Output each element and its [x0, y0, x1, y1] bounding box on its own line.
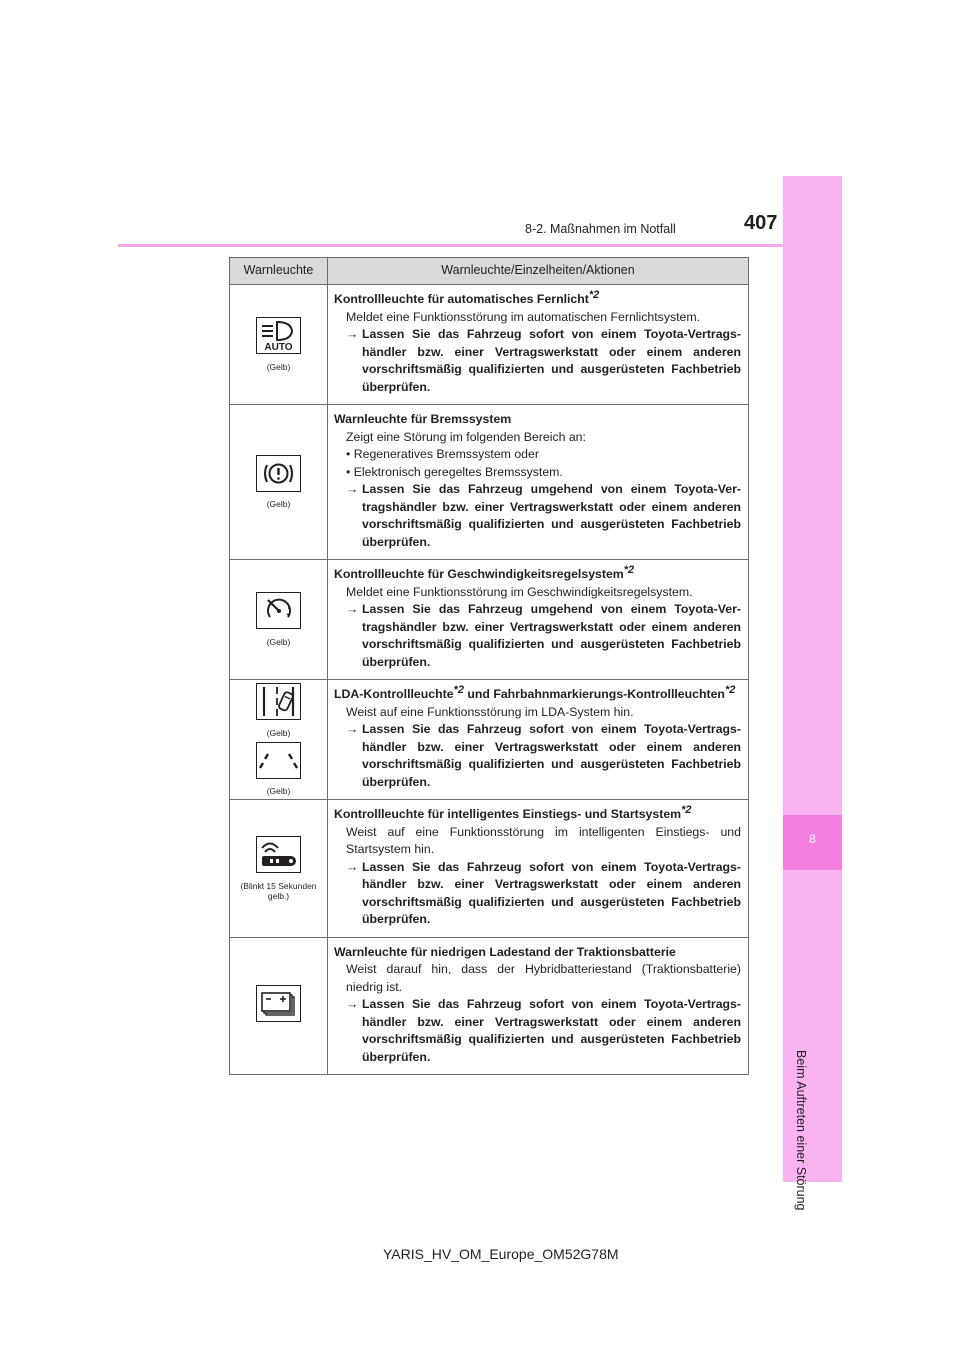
header-rule: [118, 244, 784, 247]
icon-color-label: (Blinkt 15 Sekunden gelb.): [240, 880, 317, 901]
details-cell: [328, 680, 749, 800]
icon-cell: [230, 680, 328, 800]
details-cell: [328, 560, 749, 680]
auto-high-beam-icon: [256, 317, 301, 354]
table-row: [230, 285, 749, 405]
icon-color-label: (Gelb): [266, 361, 291, 372]
table-row: [230, 800, 749, 938]
icon-cell: [230, 285, 328, 405]
lane-marking-icon: [256, 742, 301, 779]
chapter-number: 8: [809, 832, 816, 846]
icon-cell: [230, 800, 328, 938]
icon-color-label: (Gelb): [266, 727, 291, 738]
column-header-warnleuchte: Warnleuchte: [230, 258, 328, 285]
page-number: 407: [744, 212, 778, 234]
icon-cell: [230, 405, 328, 560]
arrow-icon: →: [346, 602, 359, 616]
table-row: [230, 937, 749, 1075]
row-description: Meldet eine Funktionsstörung im Geschwindigkeitsregelsystem.: [346, 584, 693, 599]
row-description: Weist darauf hin, dass der Hybridbatteriestand (Traktionsbatterie) niedrig ist.: [346, 962, 741, 994]
row-title: Kontrollleuchte für intelligentes Einstiegs- und Startsystem$^{*2}$: [334, 803, 692, 821]
bullet-item: • Elektronisch geregeltes Bremssystem.: [346, 464, 563, 479]
lane-departure-icon: [256, 683, 301, 720]
icon-color-label: (Gelb): [266, 499, 291, 510]
row-title: Warnleuchte für Bremssystem: [334, 412, 512, 426]
details-cell: [328, 285, 749, 405]
details-cell: [328, 405, 749, 560]
arrow-icon: →: [346, 482, 359, 496]
arrow-icon: →: [346, 722, 359, 736]
row-title: Kontrollleuchte für automatisches Fernlicht$^{*2}$: [334, 288, 600, 306]
section-title: 8-2. Maßnahmen im Notfall: [525, 222, 676, 236]
icon-color-label: (Gelb): [266, 786, 291, 796]
row-title: Kontrollleuchte für Geschwindigkeitsregelsystem$^{*2}$: [334, 563, 635, 581]
arrow-icon: →: [346, 327, 359, 341]
row-title: LDA-Kontrollleuchte$^{*2}$ und Fahrbahnmarkierungs-Kontrollleuchten$^{*2}$: [334, 683, 736, 701]
row-action: → Lassen Sie das Fahrzeug sofort von einem Toyota-Vertragshändler bzw. einer Vertragswerkstatt oder einem anderen vorschriftsmäßig qualifizierten und ausgerüsteten Fachbetrieb überprüfen.: [334, 859, 741, 929]
details-cell: [328, 800, 749, 938]
table-row: [230, 405, 749, 560]
row-action: → Lassen Sie das Fahrzeug sofort von einem Toyota-Vertragshändler bzw. einer Vertragswerkstatt oder einem anderen vorschriftsmäßig qualifizierten und ausgerüsteten Fachbetrieb überprüfen.: [334, 996, 741, 1066]
table-row: [230, 560, 749, 680]
row-action: → Lassen Sie das Fahrzeug sofort von einem Toyota-Vertragshändler bzw. einer Vertragswerkstatt oder einem anderen vorschriftsmäßig qualifizierten und ausgerüsteten Fachbetrieb überprüfen.: [334, 721, 741, 791]
table-header-row: [230, 258, 749, 285]
row-description: Weist auf eine Funktionsstörung im LDA-System hin.: [346, 704, 634, 719]
bullet-item: • Regeneratives Bremssystem oder: [346, 447, 539, 461]
row-action: → Lassen Sie das Fahrzeug umgehend von einem Toyota-Vertragshändler bzw. einer Vertragswerkstatt oder einem anderen vorschriftsmäßig qualifizierten und ausgerüsteten Fachbetrieb überprüfen.: [334, 601, 741, 671]
row-description: Weist auf eine Funktionsstörung im intelligenten Einstiegs- und Startsystem hin.: [346, 824, 741, 856]
chapter-title: Beim Auftreten einer Störung: [794, 1050, 808, 1211]
row-title: Warnleuchte für niedrigen Ladestand der Traktionsbatterie: [334, 944, 676, 959]
row-action: → Lassen Sie das Fahrzeug umgehend von einem Toyota-Vertragshändler bzw. einer Vertragswerkstatt oder einem anderen vorschriftsmäßig qualifizierten und ausgerüsteten Fachbetrieb überprüfen.: [334, 481, 741, 551]
document-id: YARIS_HV_OM_Europe_OM52G78M: [383, 1246, 619, 1262]
svg-text:AUTO: AUTO: [264, 342, 293, 354]
row-description: Meldet eine Funktionsstörung im automatischen Fernlichtsystem.: [346, 309, 701, 324]
brake-system-icon: [256, 455, 301, 492]
speedometer-icon: [256, 592, 301, 629]
table-row: [230, 680, 749, 800]
details-cell: [328, 937, 749, 1075]
icon-cell: [230, 560, 328, 680]
row-description: Zeigt eine Störung im folgenden Bereich an:: [346, 429, 586, 444]
row-action: → Lassen Sie das Fahrzeug sofort von einem Toyota-Vertragshändler bzw. einer Vertragswerkstatt oder einem anderen vorschriftsmäßig qualifizierten und ausgerüsteten Fachbetrieb überprüfen.: [334, 326, 741, 396]
icon-cell: [230, 937, 328, 1075]
chapter-tab: [783, 815, 842, 870]
arrow-icon: →: [346, 997, 359, 1011]
warning-light-table: [229, 257, 749, 1075]
traction-battery-icon: [256, 985, 301, 1022]
smart-entry-key-icon: [256, 836, 301, 873]
chapter-sidebar: [783, 176, 842, 1182]
icon-color-label: (Gelb): [266, 636, 291, 647]
arrow-icon: →: [346, 859, 359, 874]
column-header-details: Warnleuchte/Einzelheiten/Aktionen: [328, 258, 749, 285]
